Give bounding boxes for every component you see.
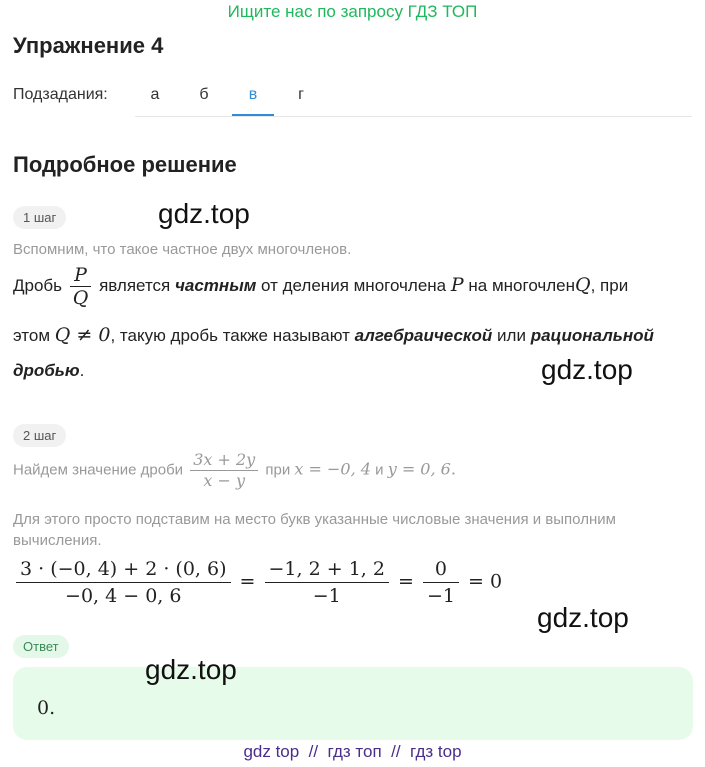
fraction-3x2y — [190, 450, 258, 491]
calc-fraction-3-numerator: 0 — [423, 556, 459, 583]
tab-g[interactable]: г — [298, 86, 304, 103]
step-2-description: Для этого просто подставим на место букв указанные числовые значения и выполним вычисления. — [13, 511, 616, 549]
step-1-badge: 1 шаг — [13, 206, 66, 229]
text-dot: . — [79, 361, 85, 380]
text-or: или — [497, 326, 526, 345]
calculation — [13, 556, 502, 609]
x-value: x = −0, 4 — [294, 459, 371, 479]
text-pri: при — [265, 461, 291, 479]
step-2-task — [13, 450, 456, 491]
text-from: от деления многочлена — [261, 275, 447, 295]
answer-box — [13, 667, 693, 740]
step-1-intro: Вспомним, что такое частное двух многочленов. — [13, 241, 352, 258]
text-such: , такую дробь также называют — [110, 326, 350, 345]
calc-result: = 0 — [468, 570, 503, 593]
answer-badge: Ответ — [13, 635, 69, 658]
calc-fraction-2-numerator: −1, 2 + 1, 2 — [265, 556, 389, 583]
calc-fraction-2-denominator: −1 — [312, 585, 341, 607]
fraction-denominator: Q — [72, 287, 89, 309]
subtasks-label: Подзадания: — [13, 86, 108, 103]
text-etom: этом — [13, 326, 51, 345]
term-drobyu: дробью — [13, 361, 80, 380]
solution-title: Подробное решение — [13, 152, 237, 177]
watermark-2: gdz.top — [541, 354, 633, 385]
term-rational: рациональной — [530, 326, 654, 345]
var-p: P — [450, 273, 464, 296]
fraction-p-q — [70, 264, 92, 309]
text-comma-pri: , при — [590, 275, 629, 295]
calc-fraction-3-denominator: −1 — [426, 585, 455, 607]
term-algebraic: алгебраической — [354, 326, 493, 345]
fraction-numerator: P — [70, 264, 92, 287]
fraction-numerator: 3x + 2y — [190, 450, 258, 471]
tab-a[interactable]: а — [150, 86, 160, 103]
answer-value: 0. — [37, 697, 56, 719]
step-2-badge: 2 шаг — [13, 424, 66, 447]
text-is: является — [99, 275, 171, 295]
watermark-1: gdz.top — [158, 198, 250, 229]
tab-b[interactable]: б — [199, 86, 209, 103]
watermark-4: gdz.top — [145, 654, 237, 685]
calc-fraction-3 — [423, 556, 459, 609]
condition-q-ne-0: Q ≠ 0 — [54, 324, 111, 346]
var-q: Q — [575, 273, 591, 296]
equals-sign: = — [239, 570, 256, 593]
fraction-denominator: x − y — [203, 471, 246, 490]
text-on: на многочлен — [468, 275, 576, 295]
step-1-definition — [13, 264, 698, 309]
search-banner[interactable]: Ищите нас по запросу ГДЗ ТОП — [227, 2, 478, 21]
calc-fraction-2 — [265, 556, 389, 609]
text-drob: Дробь — [13, 275, 63, 295]
watermark-3: gdz.top — [537, 602, 629, 633]
tab-v[interactable]: в — [248, 86, 258, 103]
text-find: Найдем значение дроби — [13, 461, 184, 479]
calc-fraction-1-numerator: 3 · (−0, 4) + 2 · (0, 6) — [16, 556, 231, 583]
step-1-definition-line3 — [13, 352, 84, 390]
y-value: y = 0, 6. — [387, 459, 456, 479]
equals-sign: = — [398, 570, 414, 593]
calc-fraction-1 — [16, 556, 231, 609]
subtask-tabs — [135, 78, 692, 117]
active-tab-indicator — [232, 114, 274, 116]
calc-fraction-1-denominator: −0, 4 − 0, 6 — [65, 585, 182, 607]
term-chastnym: частным — [174, 275, 257, 295]
exercise-title: Упражнение 4 — [13, 33, 164, 58]
footer-links[interactable]: gdz top // гдз топ // гдз top — [243, 742, 462, 761]
step-1-definition-line2 — [13, 316, 698, 355]
text-and: и — [375, 461, 384, 479]
